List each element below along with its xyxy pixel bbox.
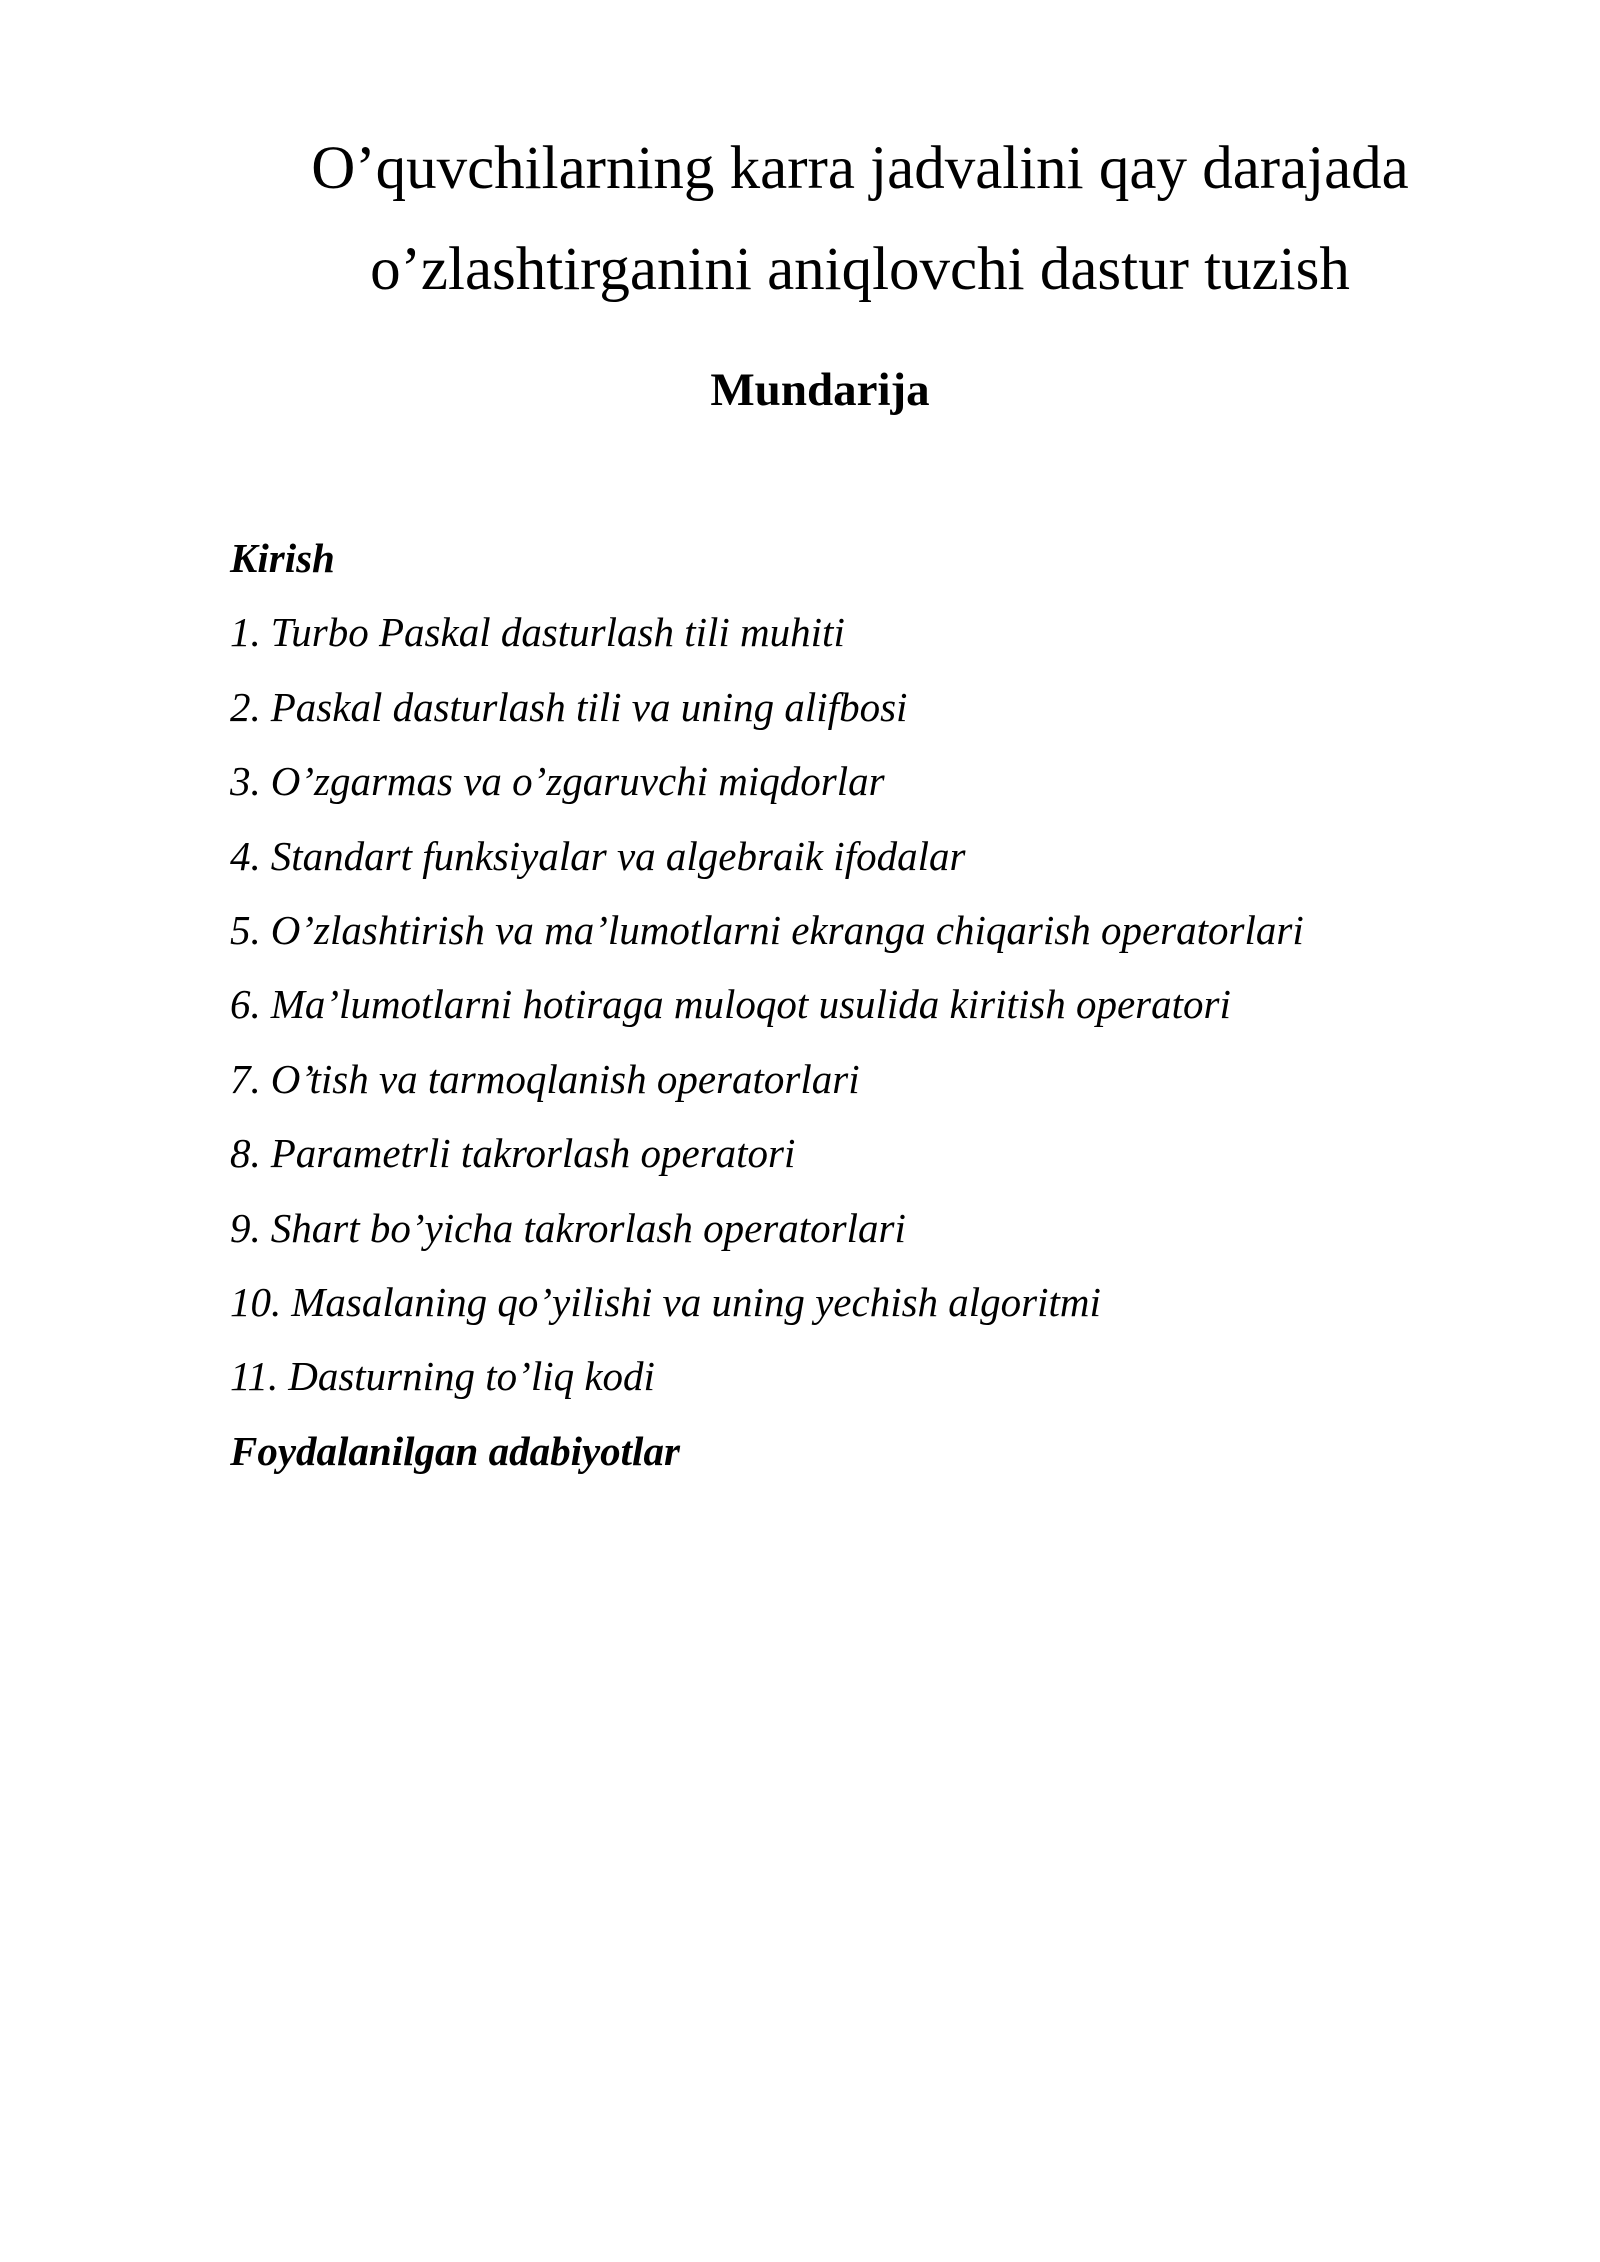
toc-item-intro: Kirish xyxy=(230,535,335,581)
document-title-line-2: o’zlashtirganini aniqlovchi dastur tuzish xyxy=(370,236,1350,303)
toc-item-number: 11. xyxy=(230,1353,279,1400)
toc-item-number: 4. xyxy=(230,832,261,879)
toc-item-label: O’zlashtirish va ma’lumotlarni ekranga chiqarish operatorlari xyxy=(270,906,1304,953)
toc-item-label: Parametrli takrorlash operatori xyxy=(270,1130,796,1177)
toc-item-9 xyxy=(230,1191,1430,1265)
toc-item-number: 7. xyxy=(230,1055,261,1102)
toc-item-number: 6. xyxy=(230,981,261,1028)
toc-item-label: Ma’lumotlarni hotiraga muloqot usulida kiritish operatori xyxy=(270,981,1231,1028)
toc-item-label: Standart funksiyalar va algebraik ifodalar xyxy=(270,832,966,879)
toc-item-number: 8. xyxy=(230,1130,261,1177)
toc-item-6 xyxy=(230,967,1430,1041)
toc-item-label: O’zgarmas va o’zgaruvchi miqdorlar xyxy=(270,758,885,805)
toc-item-label: Turbo Paskal dasturlash tili muhiti xyxy=(270,609,845,656)
toc-item-2 xyxy=(230,670,1430,744)
toc-item-label: Shart bo’yicha takrorlash operatorlari xyxy=(270,1204,906,1251)
toc-item-number: 5. xyxy=(230,906,261,953)
toc-item-number: 10. xyxy=(230,1278,282,1325)
toc-heading: Mundarija xyxy=(710,364,930,416)
toc-item-label: Dasturning to’liq kodi xyxy=(288,1353,655,1400)
toc-item-4 xyxy=(230,819,1430,893)
document-title-line-1: O’quvchilarning karra jadvalini qay darajada xyxy=(311,135,1409,202)
toc-item-5 xyxy=(230,893,1430,967)
toc-item-references: Foydalanilgan adabiyotlar xyxy=(230,1427,680,1474)
toc-item-label: Paskal dasturlash tili va uning alifbosi xyxy=(270,683,908,730)
document-title xyxy=(230,118,1490,320)
toc-item-label: Masalaning qo’yilishi va uning yechish algoritmi xyxy=(291,1278,1101,1325)
toc-item-1 xyxy=(230,595,1430,669)
toc-item-7 xyxy=(230,1042,1430,1116)
toc-item-number: 1. xyxy=(230,609,261,656)
toc-item-number: 2. xyxy=(230,683,261,730)
toc-item-8 xyxy=(230,1116,1430,1190)
toc-item-number: 9. xyxy=(230,1204,261,1251)
toc-item-11 xyxy=(230,1339,1430,1413)
toc-item-10 xyxy=(230,1265,1430,1339)
toc-item-label: O’tish va tarmoqlanish operatorlari xyxy=(270,1055,860,1102)
toc-item-number: 3. xyxy=(230,758,261,805)
table-of-contents xyxy=(230,521,1430,1488)
toc-item-3 xyxy=(230,744,1430,818)
